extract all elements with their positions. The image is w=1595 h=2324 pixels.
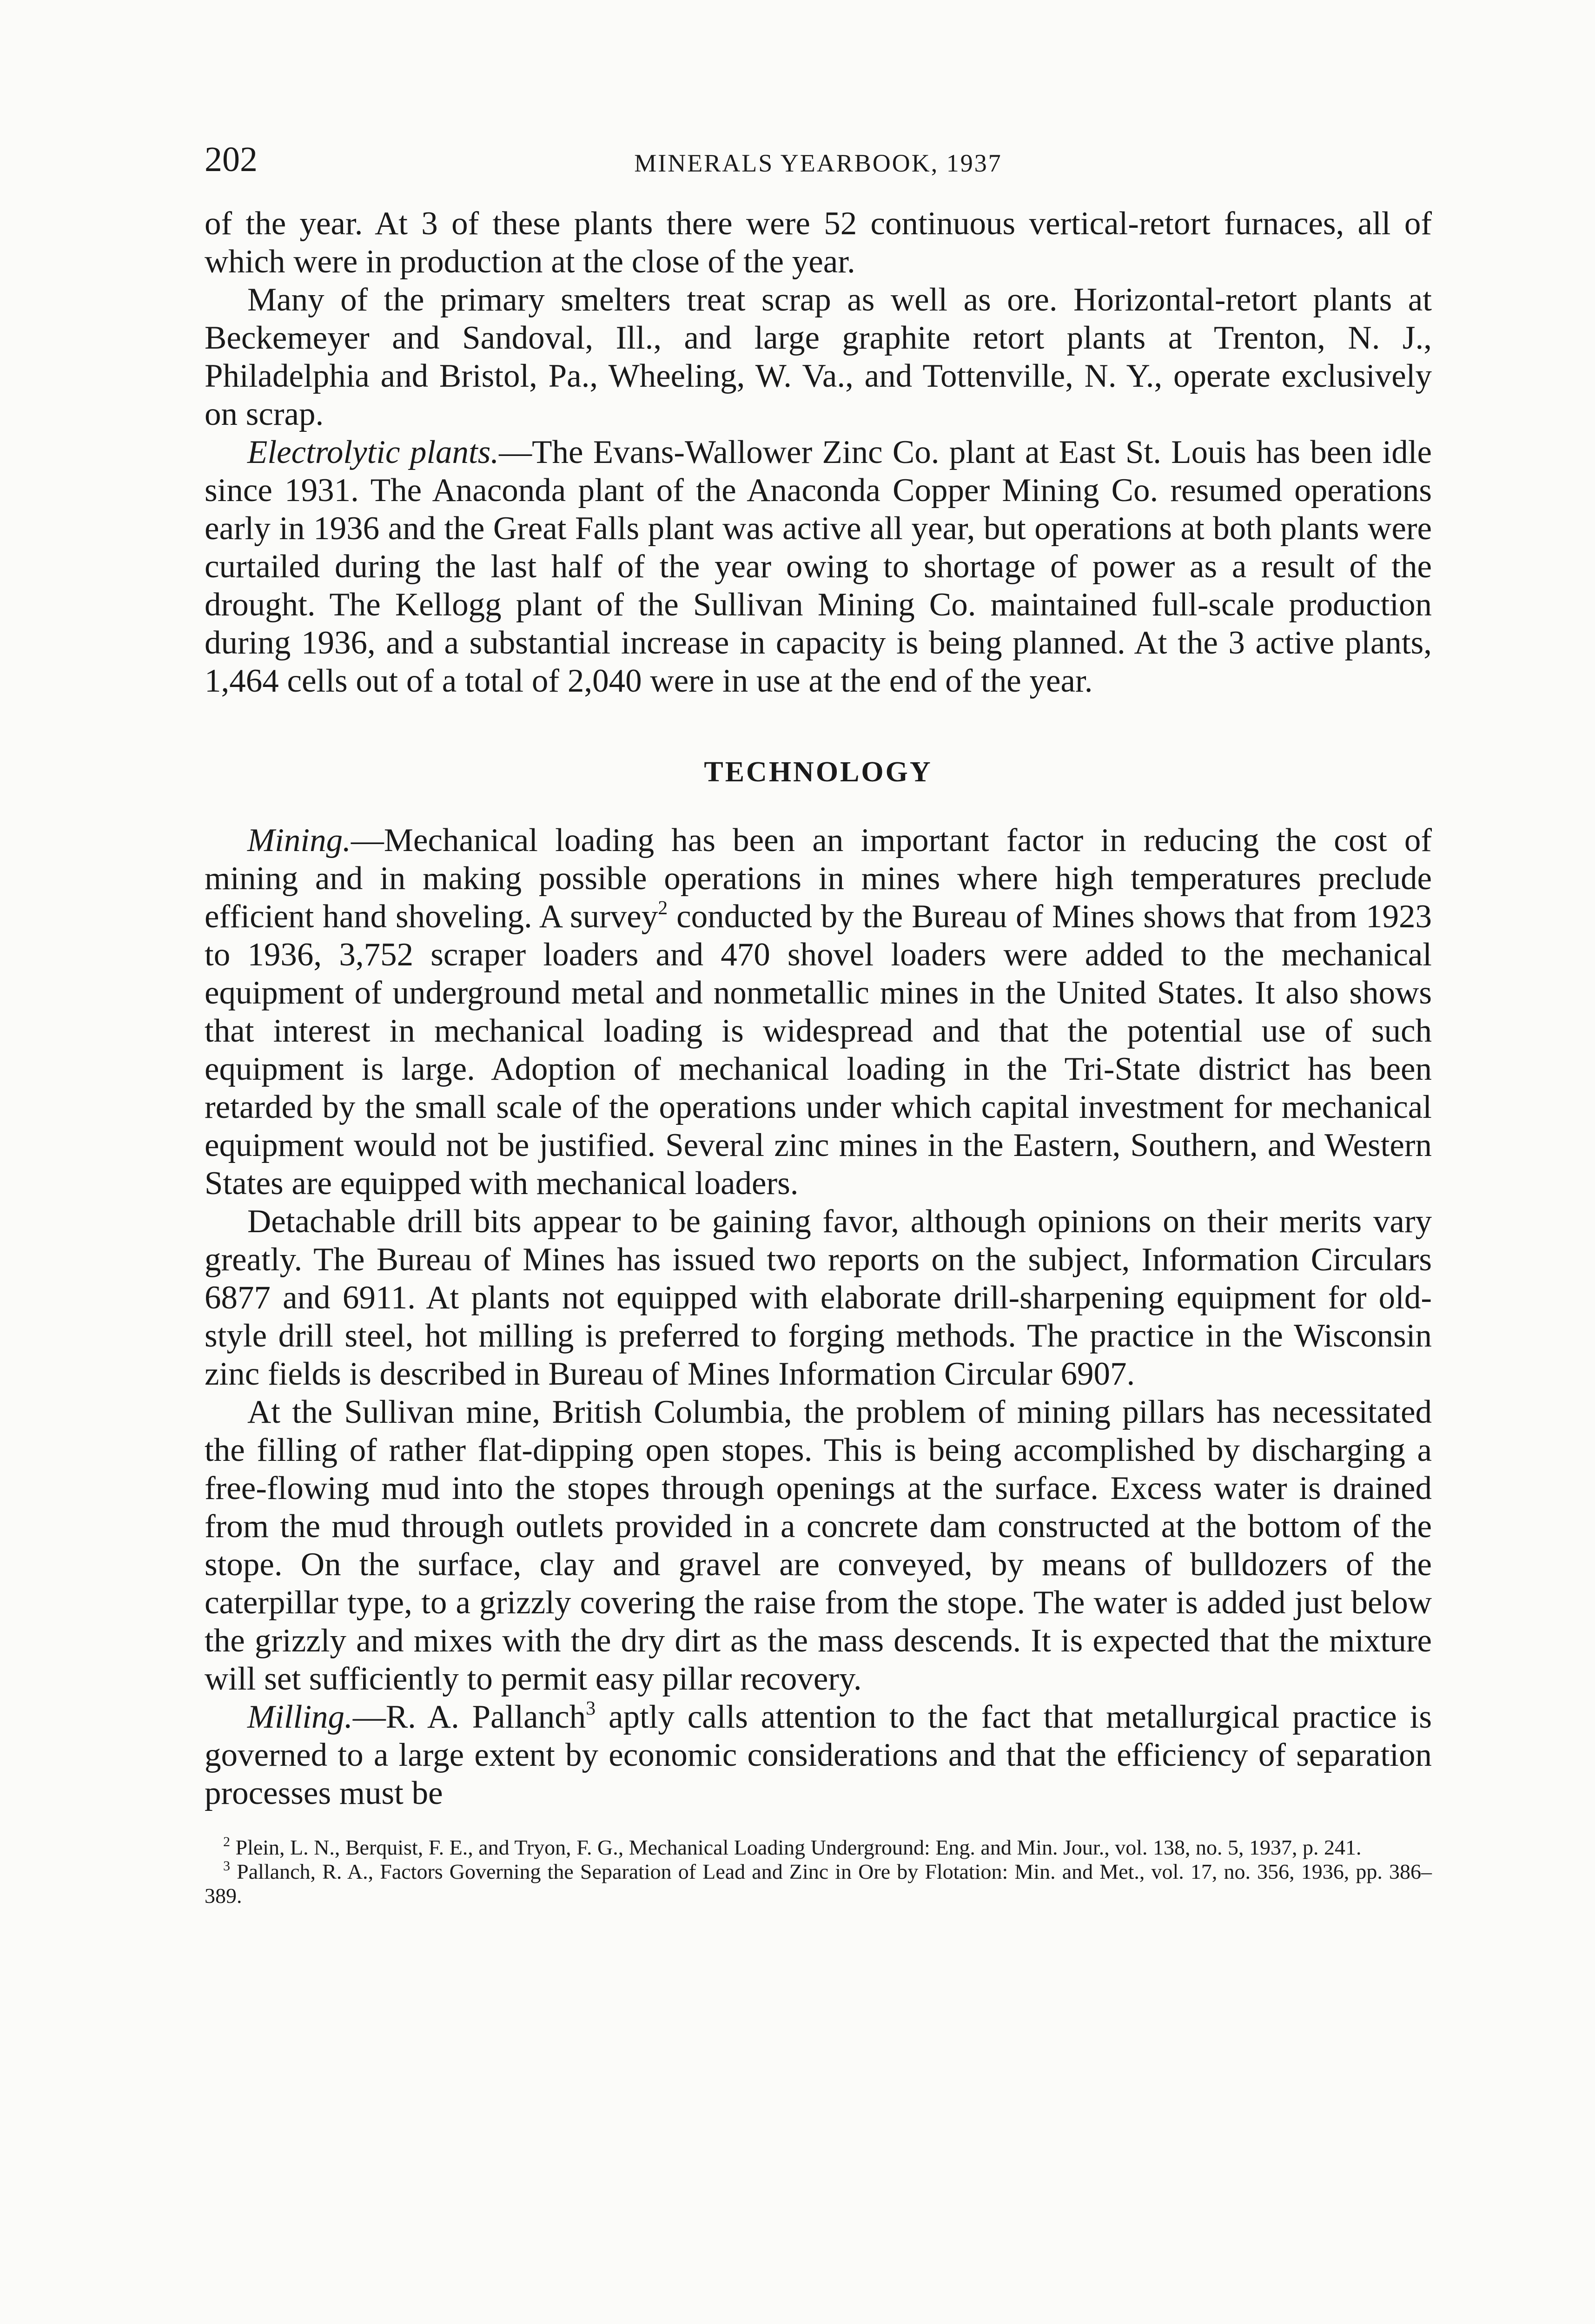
paragraph-milling-text-a: —R. A. Pallanch	[352, 1699, 586, 1735]
run-in-heading-electrolytic: Electrolytic plants.	[247, 434, 499, 470]
page-number: 202	[205, 140, 258, 179]
paragraph-sullivan-mine: At the Sullivan mine, British Columbia, the problem of mining pillars has necessitated the filling of rather flat-dipping open stopes. This is being accomplished by discharging a free-flowing mud into the stopes through openings at the surface. Excess water is drained from the mud through outlets provided in a concrete dam constructed at the bottom of the stope. On the surface, clay and gravel are conveyed, by means of bulldozers of the caterpillar type, to a grizzly covering the raise from the stope. The water is added just below the grizzly and mixes with the dry dirt as the mass descends. It is expected that the mixture will set sufficiently to permit easy pillar recovery.	[205, 1394, 1432, 1697]
page-header	[205, 139, 1432, 205]
footnote-3	[205, 1860, 1432, 1908]
paragraph-drill-bits: Detachable drill bits appear to be gaining favor, although opinions on their merits vary greatly. The Bureau of Mines has issued two reports on the subject, Information Circulars 6877 and 6911. At plants not equipped with elaborate drill-sharpening equipment for old-style drill steel, hot milling is preferred to forging methods. The practice in the Wisconsin zinc fields is described in Bureau of Mines Information Circular 6907.	[205, 1203, 1432, 1392]
footnote-2-text: Plein, L. N., Berquist, F. E., and Tryon, F. G., Mechanical Loading Underground: Eng. and Min. Jour., vol. 138, no. 5, 1937, p. 241.	[230, 1835, 1362, 1859]
footnote-reference-2: 2	[658, 898, 668, 919]
running-head: MINERALS YEARBOOK, 1937	[634, 149, 1002, 177]
paragraph-electrolytic-plants	[205, 433, 1432, 700]
paragraph-continuation: of the year. At 3 of these plants there were 52 continuous vertical-retort furnaces, all of which were in production at the close of the year.	[205, 205, 1432, 280]
paragraph-milling-text-b: aptly calls attention to the fact that metallurgical practice is governed to a large extent by economic considerations and that the efficiency of separation processes must be	[205, 1699, 1432, 1811]
footnote-2	[205, 1835, 1432, 1860]
footnote-3-text: Pallanch, R. A., Factors Governing the Separation of Lead and Zinc in Ore by Flotation: Min. and Met., vol. 17, no. 356, 1936, pp. 386–389.	[205, 1860, 1432, 1908]
section-heading-technology: TECHNOLOGY	[704, 756, 933, 788]
paragraph-mining-text-a: —Mechanical loading has been an important factor in reducing the cost of mining and in making possible operations in mines where high temperatures preclude efficient hand shoveling. A survey	[205, 822, 1432, 935]
paragraph-milling	[205, 1698, 1432, 1812]
footnote-mark-2: 2	[223, 1834, 230, 1849]
run-in-heading-mining: Mining.	[247, 822, 351, 858]
paragraph-scrap-smelters: Many of the primary smelters treat scrap as well as ore. Horizontal-retort plants at Beckemeyer and Sandoval, Ill., and large graphite retort plants at Trenton, N. J., Philadelphia and Bristol, Pa., Wheeling, W. Va., and Tottenville, N. Y., operate exclusively on scrap.	[205, 282, 1432, 432]
footnote-mark-3: 3	[223, 1858, 230, 1874]
run-in-heading-milling: Milling.	[247, 1699, 353, 1735]
document-page	[205, 139, 1432, 1908]
paragraph-mining-text-b: conducted by the Bureau of Mines shows that from 1923 to 1936, 3,752 scraper loaders and 470 shovel loaders were added to the mechanical equipment of underground metal and nonmetallic mines in the United States. It also shows that interest in mechanical loading is widespread and that the potential use of such equipment is large. Adoption of mechanical loading in the Tri-State district has been retarded by the small scale of the operations under which capital investment for mechanical equipment would not be justified. Several zinc mines in the Eastern, Southern, and Western States are equipped with mechanical loaders.	[205, 898, 1432, 1202]
footnote-reference-3: 3	[586, 1698, 596, 1719]
paragraph-electrolytic-text: —The Evans-Wallower Zinc Co. plant at East St. Louis has been idle since 1931. The Anaconda plant of the Anaconda Copper Mining Co. resumed operations early in 1936 and the Great Falls plant was active all year, but operations at both plants were curtailed during the last half of the year owing to shortage of power as a result of the drought. The Kellogg plant of the Sullivan Mining Co. maintained full-scale production during 1936, and a substantial increase in capacity is being planned. At the 3 active plants, 1,464 cells out of a total of 2,040 were in use at the end of the year.	[205, 434, 1432, 699]
paragraph-mining	[205, 821, 1432, 1202]
